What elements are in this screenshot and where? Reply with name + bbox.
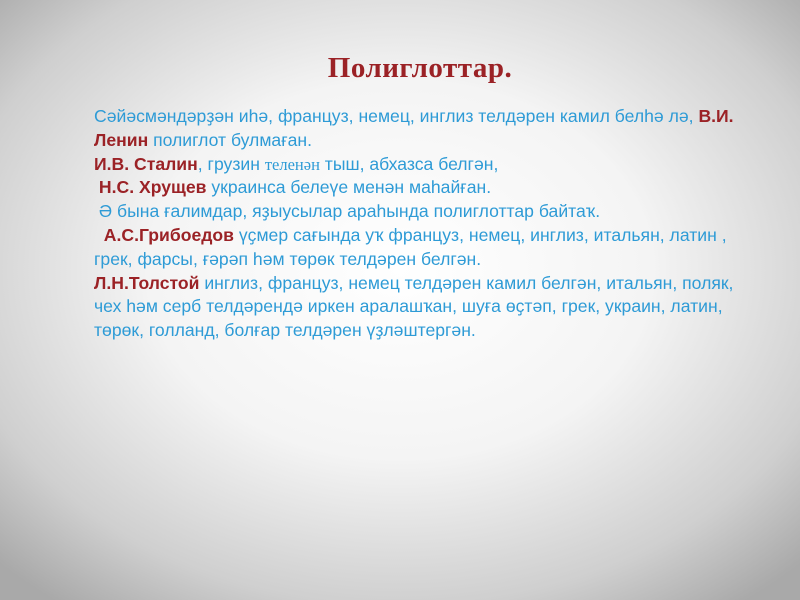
text-segment: украинса белеүе менән маһайған. <box>206 177 492 198</box>
text-segment: тыш, абхазса белгән, <box>319 153 499 174</box>
text-segment: , грузин <box>197 153 265 174</box>
paragraph-tolstoy <box>94 272 734 343</box>
paragraph-scholars <box>94 200 734 224</box>
text-segment: инглиз, француз, немец телдәрен камил белгән, итальян, поляк, чех һәм серб телдәрендә иркен аралашҡан, шуға өҫтәп, грек, украин, латин, төрөк, голланд, болғар телдәрен үҙләштергән. <box>94 272 734 341</box>
text-segment: полиглот булмаған. <box>148 129 313 150</box>
name-lenin: В.И. Ленин <box>94 106 734 150</box>
text-segment: Ә бына ғалимдар, яҙыусылар араһында полиглоттар байтаҡ. <box>94 201 601 222</box>
slide-body <box>94 105 734 343</box>
name-griboedov: А.С.Грибоедов <box>103 224 234 245</box>
indent <box>94 225 104 245</box>
text-segment-serif: теленән <box>264 154 320 174</box>
paragraph-griboedov <box>94 224 734 272</box>
paragraph-stalin <box>94 153 734 177</box>
name-khrushchev: Н.С. Хрущев <box>98 177 207 198</box>
paragraph-khrushchev <box>94 176 734 200</box>
text-segment: үҫмер сағында уҡ француз, немец, инглиз, итальян, латин , грек, фарсы, ғәрәп һәм төрөк телдәрен белгән. <box>94 224 727 269</box>
name-stalin: И.В. Сталин <box>94 153 198 174</box>
name-tolstoy: Л.Н.Толстой <box>94 272 200 293</box>
paragraph-lenin <box>94 105 734 153</box>
text-segment: Сәйәсмәндәрҙән иһә, француз, немец, инглиз телдәрен камил белһә лә, <box>94 106 699 126</box>
slide-title: Полиглоттар. <box>327 52 513 84</box>
